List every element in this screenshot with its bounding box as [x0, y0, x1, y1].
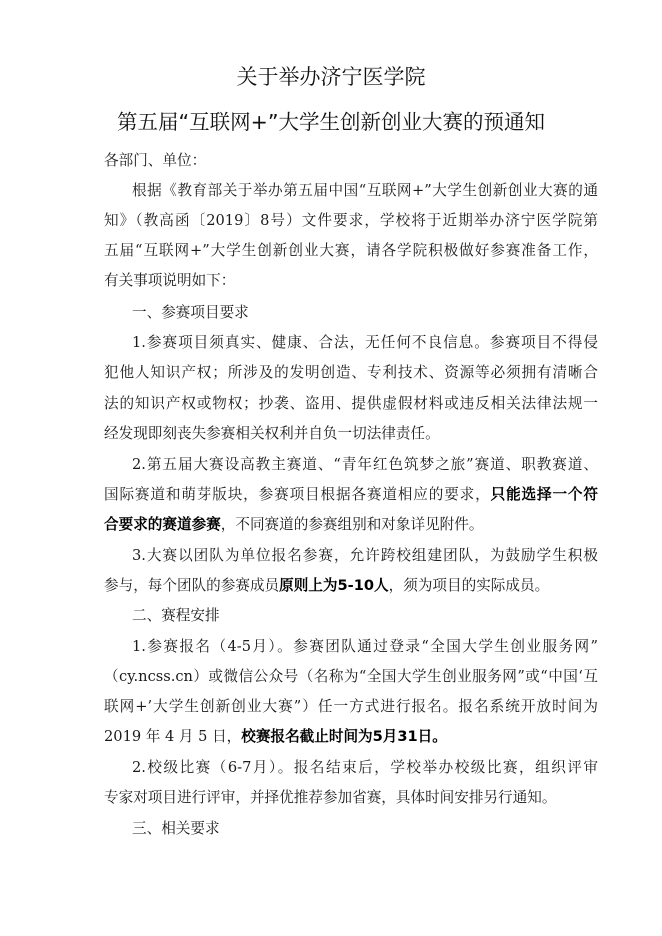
s2-item1-emphasis: 校赛报名截止时间为5月31日。: [241, 728, 447, 745]
s1-item1-line: 法的知识产权或物权；抄袭、盗用、提供虚假材料或违反相关法律法规一: [104, 395, 598, 412]
s2-item1-line: 联网+’大学生创新创业大赛”）任一方式进行报名。报名系统开放时间为: [104, 698, 598, 715]
s1-item1-line: 经发现即刻丧失参赛相关权利并自负一切法律责任。: [104, 425, 440, 442]
salutation: 各部门、单位：: [104, 152, 207, 169]
intro-line: 五届“互联网+”大学生创新创业大赛，请各学院积极做好参赛准备工作，: [104, 242, 598, 259]
s2-item2-line: 专家对项目进行评审，并择优推荐参加省赛，具体时间安排另行通知。: [104, 789, 557, 806]
s1-item3-line: 3.大赛以团队为单位报名参赛，允许跨校组建团队，为鼓励学生积极: [132, 547, 598, 564]
s1-item2-text: 国际赛道和萌芽版块，参赛项目根据各赛道相应的要求，: [104, 486, 491, 503]
s1-item2-line: [104, 484, 598, 506]
s2-item2-line: 2.校级比赛（6-7月）。报名结束后，学校举办校级比赛，组织评审: [132, 759, 598, 776]
s2-item1-line: [104, 726, 447, 748]
s2-item1-line: （cy.ncss.cn）或微信公众号（名称为“全国大学生创业服务网”或“中国‘互: [104, 668, 598, 685]
s1-item1-line: 犯他人知识产权；所涉及的发明创造、专利技术、资源等必须拥有清晰合: [104, 364, 598, 381]
s1-item3-text: ，须为项目的实际成员。: [388, 577, 550, 594]
s1-item2-emphasis: 只能选择一个符: [490, 486, 598, 503]
s1-item1-line: 1.参赛项目须真实、健康、合法，无任何不良信息。参赛项目不得侵: [132, 334, 598, 351]
s1-item2-line: [104, 514, 483, 536]
s1-item3-line: [104, 575, 549, 597]
intro-line: 有关事项说明如下：: [104, 272, 236, 289]
s1-item2-text: ，不同赛道的参赛组别和对象详见附件。: [220, 516, 484, 533]
s1-item2-emphasis: 合要求的赛道参赛: [104, 516, 221, 533]
s1-item3-text: 参与，每个团队的参赛成员: [104, 577, 280, 594]
section-heading-3: 三、相关要求: [132, 820, 220, 837]
intro-line: 根据《教育部关于举办第五届中国“互联网+”大学生创新创业大赛的通: [132, 182, 598, 199]
document-title-line2: 第五届“互联网+”大学生创新创业大赛的预通知: [117, 110, 545, 134]
s2-item1-text: 2019 年 4 月 5 日，: [104, 728, 242, 745]
section-heading-2: 二、赛程安排: [132, 607, 220, 624]
section-heading-1: 一、参赛项目要求: [132, 304, 249, 321]
s2-item1-line: 1.参赛报名（4-5月）。参赛团队通过登录“全国大学生创业服务网”: [132, 638, 598, 655]
s1-item2-line: 2.第五届大赛设高教主赛道、“青年红色筑梦之旅”赛道、职教赛道、: [132, 456, 598, 473]
intro-line: 知》（教高函〔2019〕8号）文件要求，学校将于近期举办济宁医学院第: [104, 212, 598, 229]
s1-item3-emphasis: 原则上为5-10人: [279, 577, 389, 594]
document-title-line1: 关于举办济宁医学院: [236, 65, 426, 89]
